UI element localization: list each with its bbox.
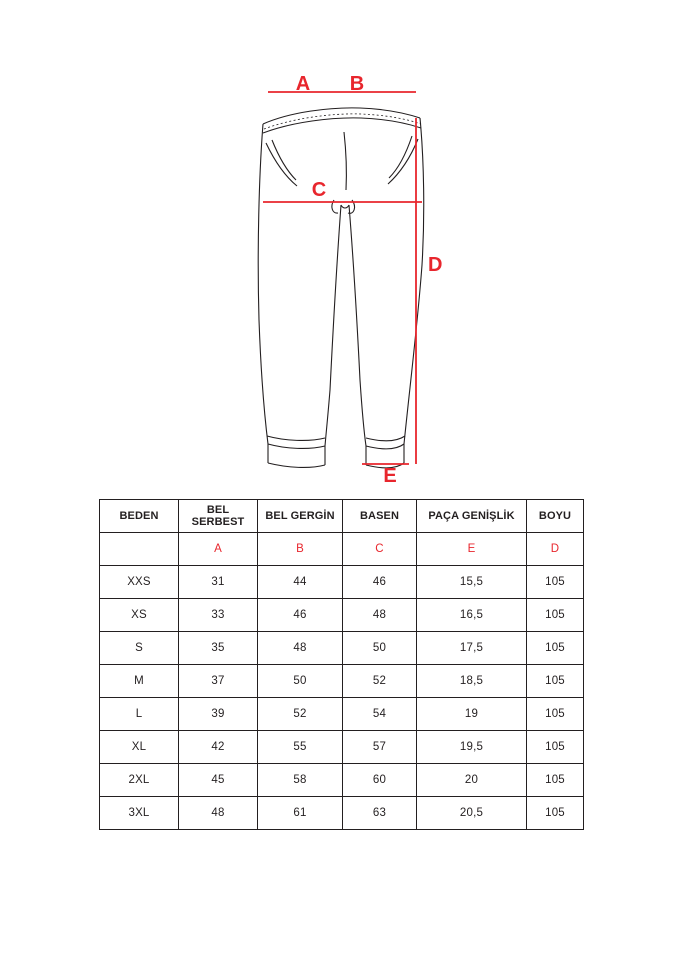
row-value-a: 31	[179, 566, 258, 599]
letter-e: E	[417, 533, 527, 566]
row-value-d: 105	[527, 797, 584, 830]
label-c: C	[311, 179, 327, 201]
row-value-e: 16,5	[417, 599, 527, 632]
size-chart	[99, 499, 583, 830]
table-row	[100, 797, 584, 830]
letter-blank	[100, 533, 179, 566]
row-size: XS	[100, 599, 179, 632]
row-value-b: 48	[258, 632, 343, 665]
row-value-d: 105	[527, 665, 584, 698]
row-value-a: 33	[179, 599, 258, 632]
label-a: A	[295, 73, 311, 95]
row-size: L	[100, 698, 179, 731]
row-size: M	[100, 665, 179, 698]
row-value-a: 37	[179, 665, 258, 698]
row-value-a: 39	[179, 698, 258, 731]
header-basen: BASEN	[343, 500, 417, 533]
table-row	[100, 566, 584, 599]
header-bel-gergin: BEL GERGİN	[258, 500, 343, 533]
table-row	[100, 698, 584, 731]
header-boyu: BOYU	[527, 500, 584, 533]
row-value-c: 63	[343, 797, 417, 830]
table-row	[100, 764, 584, 797]
label-b: B	[349, 73, 365, 95]
row-size: XXS	[100, 566, 179, 599]
row-value-d: 105	[527, 731, 584, 764]
row-size: 3XL	[100, 797, 179, 830]
header-paca-genislik: PAÇA GENİŞLİK	[417, 500, 527, 533]
row-value-b: 44	[258, 566, 343, 599]
row-value-c: 57	[343, 731, 417, 764]
row-value-e: 18,5	[417, 665, 527, 698]
row-value-c: 54	[343, 698, 417, 731]
row-value-e: 17,5	[417, 632, 527, 665]
row-value-b: 58	[258, 764, 343, 797]
row-size: 2XL	[100, 764, 179, 797]
row-value-b: 55	[258, 731, 343, 764]
row-value-c: 50	[343, 632, 417, 665]
row-value-d: 105	[527, 698, 584, 731]
header-beden: BEDEN	[100, 500, 179, 533]
row-value-c: 60	[343, 764, 417, 797]
letter-c: C	[343, 533, 417, 566]
row-value-a: 48	[179, 797, 258, 830]
row-value-d: 105	[527, 566, 584, 599]
table-letter-row	[100, 533, 584, 566]
label-e: E	[383, 465, 397, 487]
row-value-e: 15,5	[417, 566, 527, 599]
row-value-d: 105	[527, 764, 584, 797]
label-d: D	[428, 254, 443, 276]
row-value-e: 20,5	[417, 797, 527, 830]
table-header-row	[100, 500, 584, 533]
row-value-b: 50	[258, 665, 343, 698]
trousers-outline	[258, 108, 424, 468]
row-size: S	[100, 632, 179, 665]
letter-b: B	[258, 533, 343, 566]
measurement-lines	[263, 92, 422, 464]
row-value-d: 105	[527, 599, 584, 632]
row-value-d: 105	[527, 632, 584, 665]
table-header	[100, 500, 584, 533]
row-value-c: 52	[343, 665, 417, 698]
row-value-c: 46	[343, 566, 417, 599]
row-value-a: 45	[179, 764, 258, 797]
row-value-a: 35	[179, 632, 258, 665]
row-value-b: 61	[258, 797, 343, 830]
row-value-e: 20	[417, 764, 527, 797]
letter-a: A	[179, 533, 258, 566]
row-value-a: 42	[179, 731, 258, 764]
row-value-b: 46	[258, 599, 343, 632]
table-row	[100, 599, 584, 632]
row-value-c: 48	[343, 599, 417, 632]
row-value-b: 52	[258, 698, 343, 731]
row-size: XL	[100, 731, 179, 764]
size-table	[99, 499, 584, 830]
row-value-e: 19,5	[417, 731, 527, 764]
letter-d: D	[527, 533, 584, 566]
table-row	[100, 731, 584, 764]
header-bel-serbest: BEL SERBEST	[179, 500, 258, 533]
table-row	[100, 665, 584, 698]
table-row	[100, 632, 584, 665]
row-value-e: 19	[417, 698, 527, 731]
